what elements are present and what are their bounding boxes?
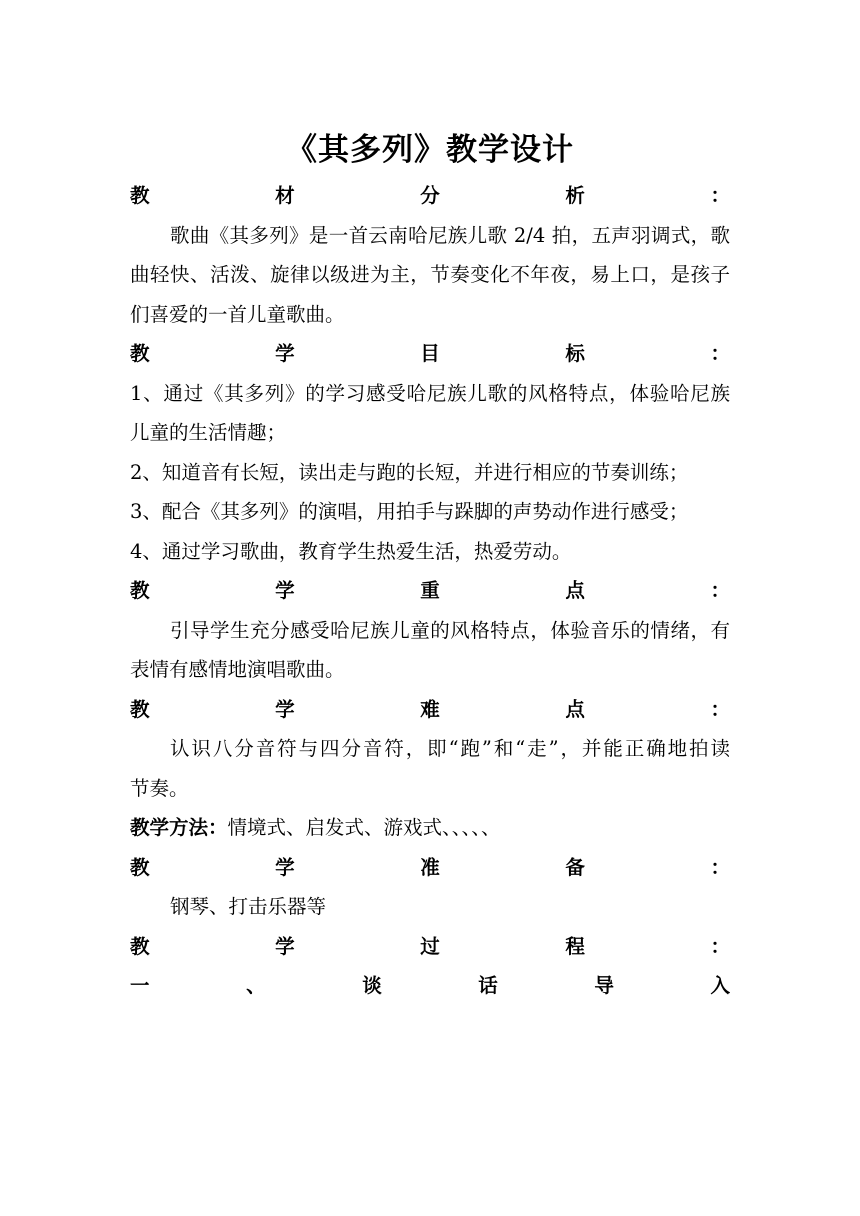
key-points-heading: 教学重点： — [130, 579, 730, 602]
objective-line-5: 4、通过学习歌曲，教育学生热爱生活，热爱劳动。 — [130, 539, 572, 563]
objective-line-4: 3、配合《其多列》的演唱，用拍手与跺脚的声势动作进行感受； — [130, 500, 689, 523]
process-heading: 教学过程： — [130, 934, 730, 958]
material-analysis-heading: 教材分析： — [130, 184, 730, 207]
difficulties-heading: 教学难点： — [130, 697, 730, 721]
process-step-1: 一、谈话导入 — [130, 974, 730, 997]
difficulties-line-2: 节奏。 — [130, 776, 189, 800]
material-analysis-line-3: 们喜爱的一首儿童歌曲。 — [130, 302, 345, 326]
objective-line-1: 1、通过《其多列》的学习感受哈尼族儿歌的风格特点，体验哈尼族 — [130, 381, 730, 405]
material-analysis-line-1: 歌曲《其多列》是一首云南哈尼族儿歌 2/4 拍，五声羽调式，歌 — [170, 223, 730, 247]
methods-heading: 教学方法： — [130, 816, 228, 839]
document-title: 《其多列》教学设计 — [286, 132, 574, 168]
methods-line — [130, 808, 730, 848]
key-points-line-2: 表情有感情地演唱歌曲。 — [130, 658, 345, 681]
difficulties-line-1: 认识八分音符与四分音符，即“跑”和“走”，并能正确地拍读 — [170, 737, 730, 760]
material-analysis-line-2: 曲轻快、活泼、旋律以级进为主，节奏变化不年夜，易上口，是孩子 — [130, 263, 730, 286]
key-points-line-1: 引导学生充分感受哈尼族儿童的风格特点，体验音乐的情绪，有 — [170, 618, 730, 642]
preparation-text: 钢琴、打击乐器等 — [170, 895, 327, 918]
objective-line-2: 儿童的生活情趣； — [130, 421, 287, 444]
objectives-heading: 教学目标： — [130, 342, 730, 365]
document-body — [130, 176, 730, 1006]
objective-line-3: 2、知道音有长短，读出走与跑的长短，并进行相应的节奏训练； — [130, 460, 689, 484]
preparation-heading: 教学准备： — [130, 855, 730, 879]
methods-text: 情境式、启发式、游戏式、、、、、 — [227, 816, 501, 839]
